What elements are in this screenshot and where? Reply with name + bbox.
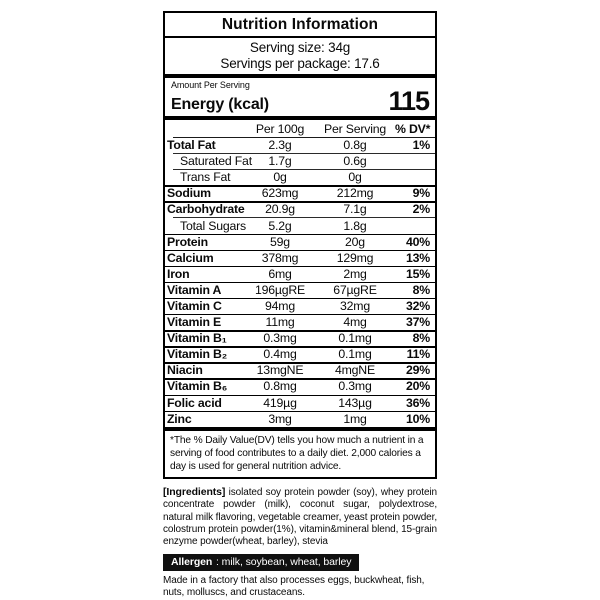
nutrient-name: Vitamin A <box>167 282 222 297</box>
table-row <box>165 298 435 314</box>
dv-value: 13% <box>405 250 430 265</box>
energy-label: Energy (kcal) <box>171 96 269 113</box>
ingredients-text: isolated soy protein powder (soy), whey protein concentrate powder (milk), coconut sugar, polydextrose, natural milk flavoring, vegetable creamer, yeast protein powder, colostrum protein powder(1%), vitamin&mineral blend, 15-grain enzyme powder(wheat, barley), stevia <box>163 486 437 548</box>
per-100g-value: 0g <box>273 170 287 185</box>
dv-value: 29% <box>405 363 430 378</box>
table-row <box>165 153 435 169</box>
per-serving-value: 0.1mg <box>338 347 372 362</box>
per-serving-value: 129mg <box>336 250 374 265</box>
per-serving-value: 7.1g <box>343 202 367 217</box>
nutrient-name: Calcium <box>167 250 214 265</box>
per-serving-value: 4mgNE <box>334 363 375 378</box>
per-100g-value: 20.9g <box>265 202 295 217</box>
per-100g-value: 59g <box>270 234 290 249</box>
per-100g-value: 0.8mg <box>263 379 297 394</box>
nutrition-table <box>165 120 435 427</box>
daily-value-footnote: *The % Daily Value(DV) tells you how much a nutrient in a serving of food contributes to a daily diet. 2,000 calories a day is used for general nutrition advice. <box>165 427 435 477</box>
servings-per-package-line: Servings per package: 17.6 <box>220 55 380 71</box>
per-100g-value: 1.7g <box>268 154 292 169</box>
per-100g-value: 196µgRE <box>254 282 306 297</box>
dv-value: 8% <box>412 282 430 297</box>
dv-value: 2% <box>412 202 430 217</box>
ingredients-label: [Ingredients] <box>163 485 226 498</box>
dv-value: 20% <box>405 379 430 394</box>
per-serving-value: 20g <box>345 234 365 249</box>
dv-value: 36% <box>405 395 430 410</box>
per-serving-value: 0.8g <box>343 138 367 153</box>
table-row <box>165 234 435 250</box>
per-100g-value: 94mg <box>265 298 295 313</box>
nutrient-name: Carbohydrate <box>167 202 245 217</box>
allergen-row <box>163 549 437 571</box>
dv-value: 11% <box>406 347 430 362</box>
per-100g-value: 11mg <box>265 315 295 330</box>
dv-value: 8% <box>412 331 430 346</box>
table-row <box>165 411 435 427</box>
per-serving-value: 67µgRE <box>333 282 377 297</box>
per-serving-value: 212mg <box>336 186 374 201</box>
serving-size-line: Serving size: 34g <box>249 40 351 55</box>
dv-value: 40% <box>405 234 430 249</box>
table-row <box>165 346 435 362</box>
nutrient-name: Folic acid <box>167 395 222 410</box>
allergen-label: Allergen <box>171 555 213 568</box>
dv-value: 10% <box>405 411 430 426</box>
per-100g-value: 378mg <box>261 250 299 265</box>
table-header-row <box>165 120 435 137</box>
nutrient-name: Niacin <box>167 363 203 378</box>
table-row <box>165 330 435 346</box>
table-row <box>165 314 435 330</box>
per-serving-value: 0.3mg <box>338 379 372 394</box>
table-row <box>165 378 435 394</box>
dv-value: 1% <box>412 138 430 153</box>
nutrition-information-title: Nutrition Information <box>165 13 435 38</box>
per-100g-value: 6mg <box>268 266 292 281</box>
energy-value: 115 <box>388 86 429 116</box>
per-100g-value: 3mg <box>268 411 292 426</box>
table-row <box>165 266 435 282</box>
table-row <box>165 137 435 153</box>
per-100g-value: 0.4mg <box>263 347 297 362</box>
per-100g-value: 419µg <box>263 395 297 410</box>
table-row <box>165 217 435 233</box>
per-serving-value: 0.1mg <box>338 331 372 346</box>
per-serving-value: 143µg <box>338 395 372 410</box>
nutrient-name: Total Fat <box>167 138 216 153</box>
dv-value: 15% <box>405 266 430 281</box>
factory-note: Made in a factory that also processes eggs, buckwheat, fish, nuts, molluscs, and crustaceans. <box>163 574 425 599</box>
nutrient-name: Vitamin B₂ <box>167 347 227 362</box>
nutrient-name: Saturated Fat <box>180 154 252 169</box>
per-serving-value: 0.6g <box>343 154 367 169</box>
dv-value: 32% <box>405 298 430 313</box>
nutrition-table-body <box>165 137 435 427</box>
table-row <box>165 169 435 185</box>
ingredients-paragraph <box>163 486 437 549</box>
per-serving-value: 0g <box>348 170 362 185</box>
per-serving-value: 4mg <box>343 315 367 330</box>
nutrient-name: Protein <box>167 234 208 249</box>
nutrient-name: Vitamin C <box>167 298 222 313</box>
nutrient-name: Vitamin E <box>167 315 222 330</box>
per-100g-value: 0.3mg <box>263 331 297 346</box>
allergen-badge <box>163 554 359 571</box>
nutrient-name: Total Sugars <box>180 218 246 233</box>
allergen-text: : milk, soybean, wheat, barley <box>216 555 352 568</box>
table-row <box>165 395 435 411</box>
nutrient-name: Vitamin B₁ <box>167 331 227 346</box>
per-serving-value: 1mg <box>343 411 367 426</box>
table-row <box>165 282 435 298</box>
per-serving-value: 1.8g <box>343 218 367 233</box>
nutrition-box <box>163 11 437 479</box>
nutrient-name: Sodium <box>167 186 211 201</box>
amount-per-serving-label: Amount Per Serving <box>171 80 250 90</box>
nutrient-name: Trans Fat <box>180 170 231 185</box>
table-row <box>165 362 435 378</box>
nutrient-name: Zinc <box>167 411 192 426</box>
energy-section <box>165 78 435 120</box>
per-serving-value: 2mg <box>343 266 367 281</box>
per-100g-value: 2.3g <box>268 138 292 153</box>
dv-value: 37% <box>405 315 430 330</box>
nutrient-name: Vitamin B₆ <box>167 379 228 394</box>
nutrient-name: Iron <box>167 266 190 281</box>
table-row <box>165 185 435 201</box>
per-serving-value: 32mg <box>340 298 370 313</box>
dv-header: % DV* <box>395 121 431 136</box>
nutrition-label-panel <box>163 11 437 600</box>
table-row <box>165 201 435 217</box>
dv-value: 9% <box>412 186 430 201</box>
per-100g-header: Per 100g <box>255 121 305 136</box>
per-serving-header: Per Serving <box>323 121 387 136</box>
serving-info-section <box>165 38 435 78</box>
table-row <box>165 250 435 266</box>
per-100g-value: 13mgNE <box>256 363 304 378</box>
per-100g-value: 5.2g <box>268 218 292 233</box>
per-100g-value: 623mg <box>261 186 299 201</box>
